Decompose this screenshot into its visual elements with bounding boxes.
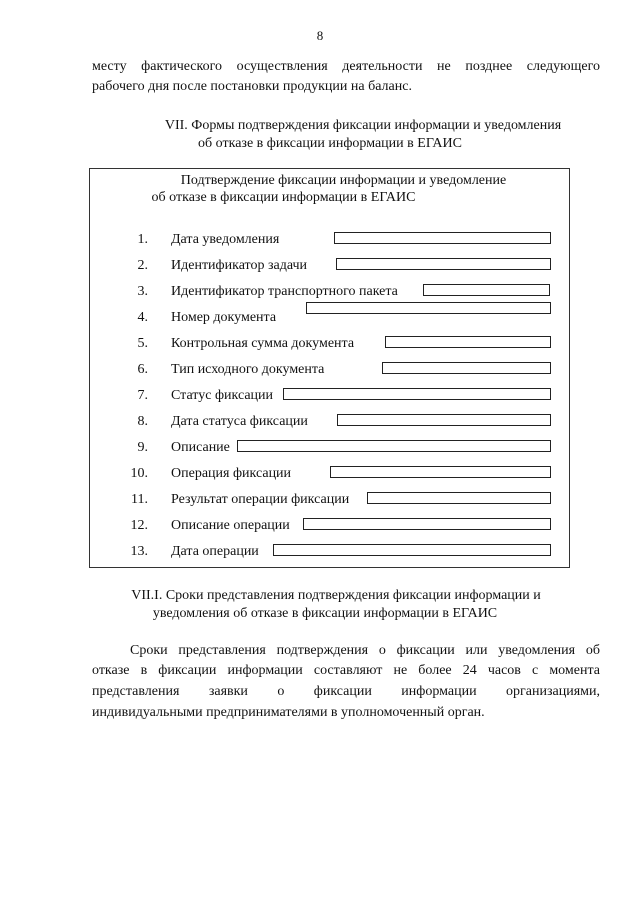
row-value-field[interactable] [336,258,551,270]
row-value-field[interactable] [237,440,551,452]
closing-line-4: индивидуальными предпринимателями в уполномоченный орган. [92,705,485,720]
row-value-field[interactable] [385,336,551,348]
page-number: 8 [316,28,324,43]
row-label: Дата операции [171,544,259,559]
section-8-title-line-2: уведомления об отказе в фиксации информации в ЕГАИС [152,606,498,621]
row-label: Дата уведомления [171,232,280,247]
row-value-field[interactable] [423,284,550,296]
row-number: 6. [137,362,148,377]
form-title-line-2: об отказе в фиксации информации в ЕГАИС [151,190,416,205]
row-value-field[interactable] [273,544,551,556]
closing-line-2: отказе в фиксации информации составляют не более 24 часов с момента [92,663,600,678]
row-number: 12. [130,518,148,533]
row-label: Идентификатор задачи [171,258,308,273]
row-label: Операция фиксации [171,466,292,481]
row-number: 10. [130,466,148,481]
row-value-field[interactable] [330,466,551,478]
row-number: 11. [131,492,148,507]
row-label: Результат операции фиксации [171,492,350,507]
row-number: 13. [130,544,148,559]
row-value-field[interactable] [337,414,551,426]
row-label: Описание операции [171,518,290,533]
row-number: 7. [137,388,148,403]
row-label: Идентификатор транспортного пакета [171,284,398,299]
row-number: 5. [137,336,148,351]
row-number: 9. [137,440,148,455]
intro-line-2: рабочего дня после постановки продукции на баланс. [92,79,412,94]
row-number: 3. [137,284,148,299]
form-title-line-1: Подтверждение фиксации информации и уведомление [180,173,507,188]
intro-line-1: месту фактического осуществления деятельности не позднее следующего [92,59,600,74]
closing-line-3: представления заявки о фиксации информации организациями, [92,684,600,699]
row-number: 2. [137,258,148,273]
section-8-title-line-1: VII.I. Сроки представления подтверждения фиксации информации и [131,588,541,603]
row-number: 4. [137,310,148,325]
row-label: Статус фиксации [171,388,274,403]
row-number: 1. [137,232,148,247]
row-value-field[interactable] [303,518,551,530]
row-value-field[interactable] [283,388,551,400]
closing-line-1: Сроки представления подтверждения о фиксации или уведомления об [130,643,600,658]
row-value-field[interactable] [367,492,551,504]
row-label: Контрольная сумма документа [171,336,355,351]
row-number: 8. [137,414,148,429]
section-7-title-line-1: VII. Формы подтверждения фиксации информации и уведомления [164,118,562,133]
section-7-title-line-2: об отказе в фиксации информации в ЕГАИС [198,136,462,151]
row-value-field[interactable] [382,362,551,374]
row-label: Описание [171,440,230,455]
row-value-field[interactable] [306,302,551,314]
row-value-field[interactable] [334,232,551,244]
row-label: Дата статуса фиксации [171,414,308,429]
row-label: Номер документа [171,310,277,325]
row-label: Тип исходного документа [171,362,325,377]
